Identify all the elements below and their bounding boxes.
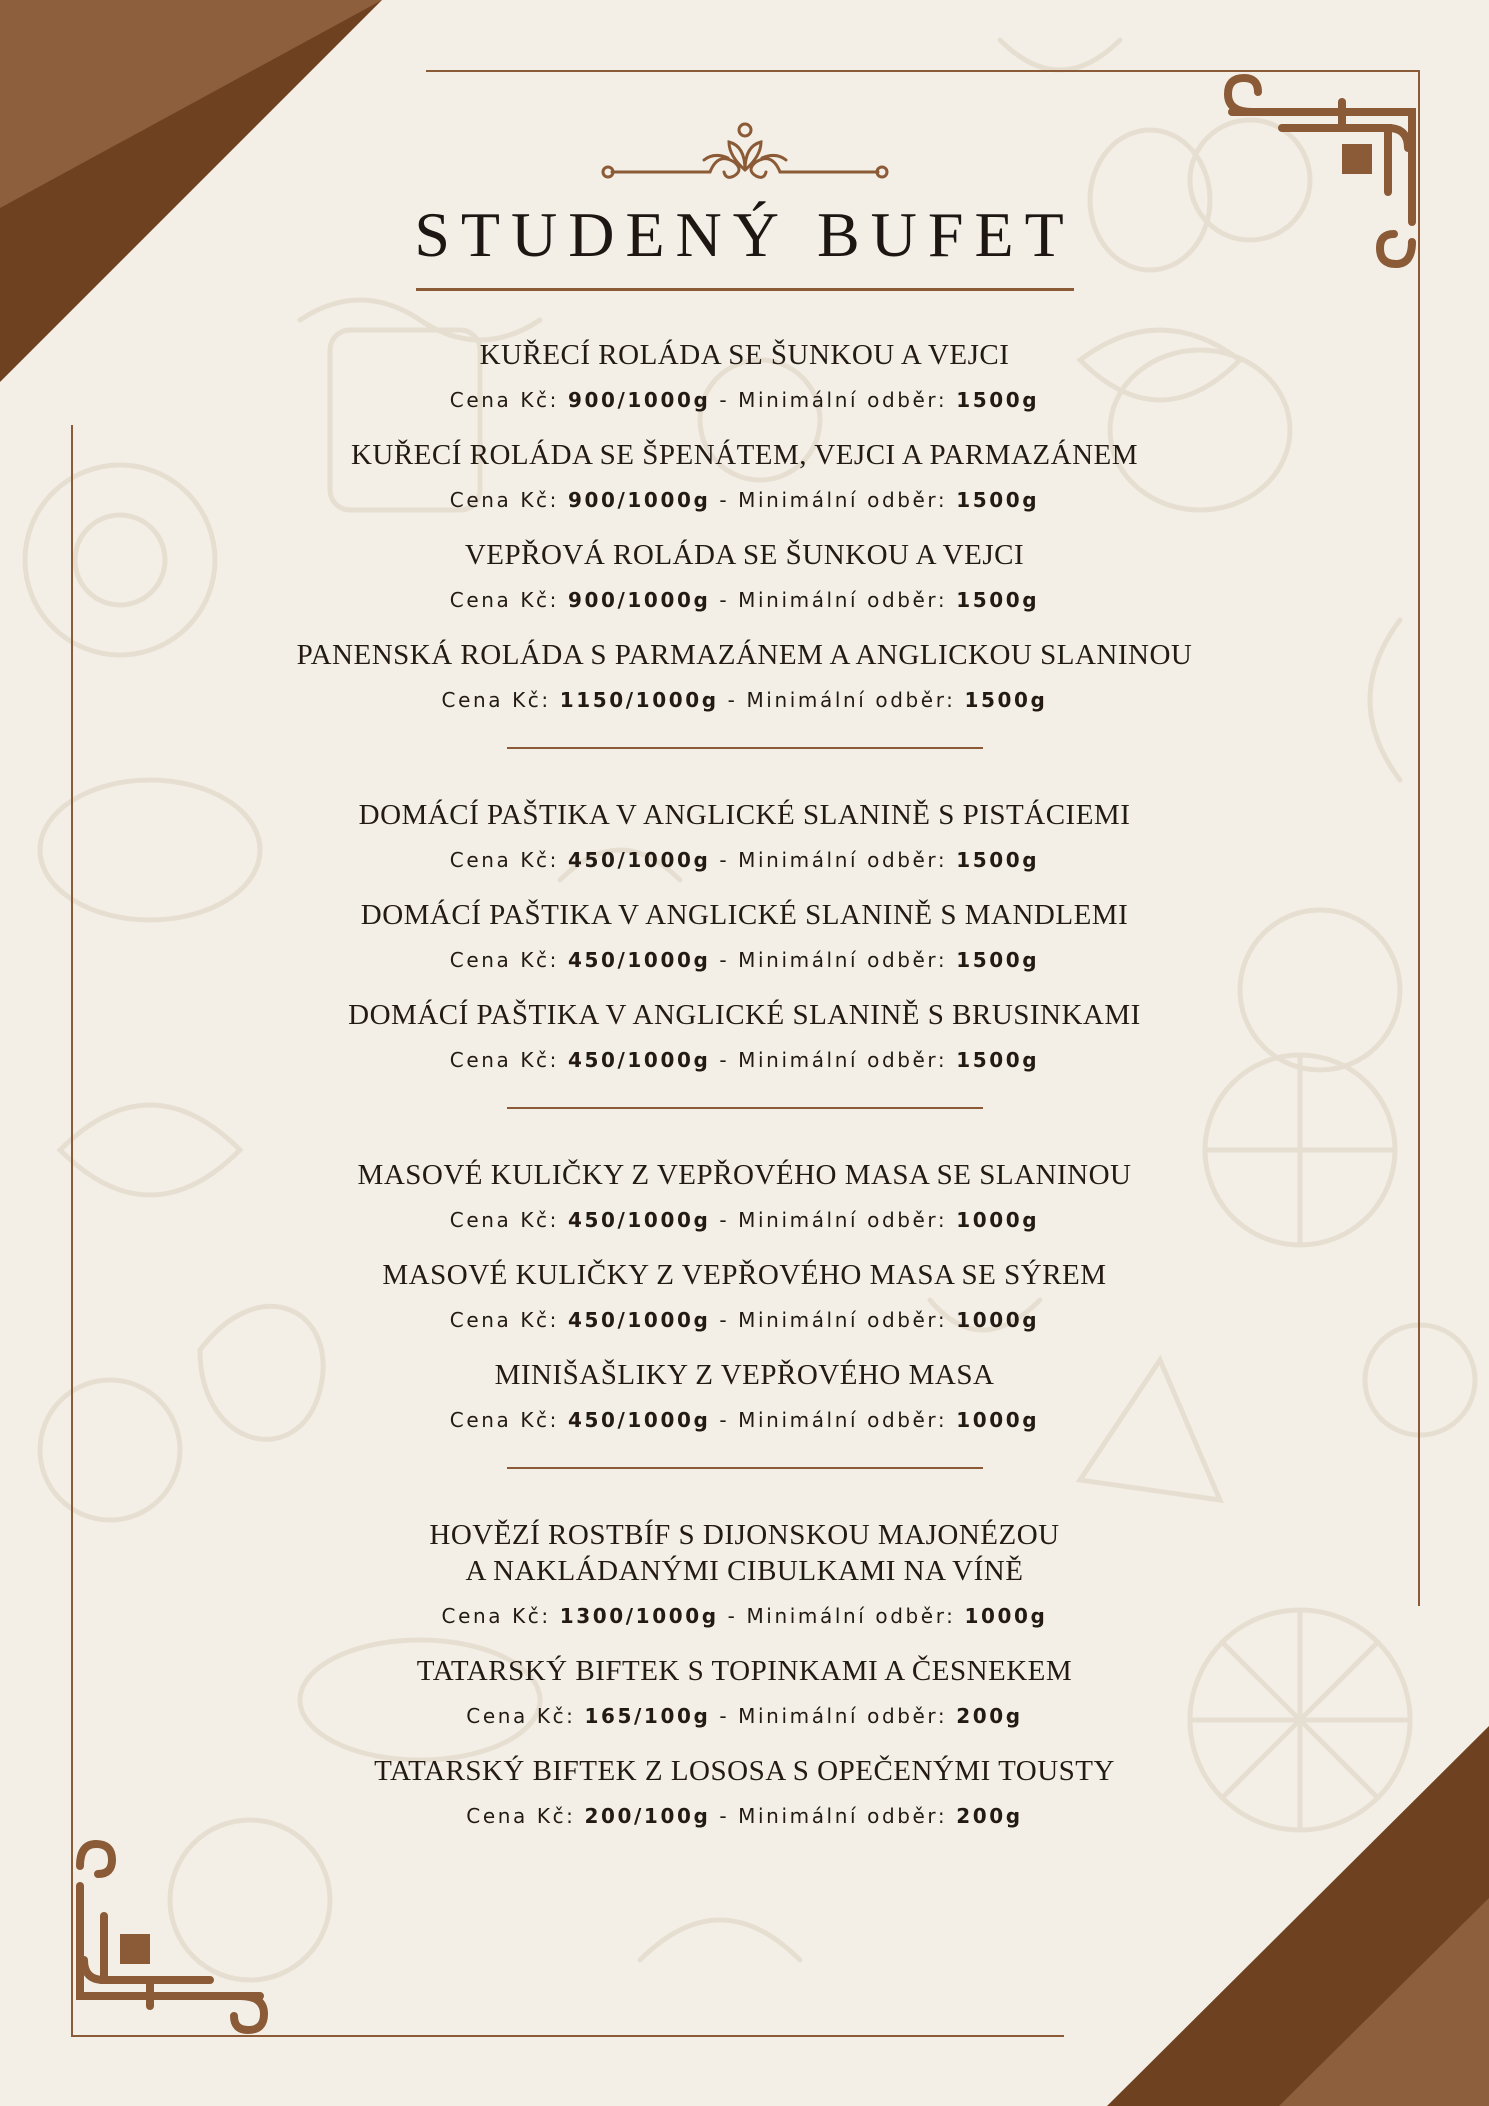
minimum-value: 200g bbox=[956, 1704, 1023, 1728]
minimum-label: Minimální odběr: bbox=[746, 688, 956, 712]
separator: - bbox=[719, 388, 730, 412]
price-label: Cena Kč: bbox=[441, 1604, 551, 1628]
item-price-line bbox=[0, 1307, 1489, 1333]
section-divider bbox=[507, 1107, 983, 1109]
menu-item bbox=[0, 637, 1489, 713]
menu-item bbox=[0, 897, 1489, 973]
minimum-value: 1000g bbox=[956, 1408, 1040, 1432]
menu-item bbox=[0, 1753, 1489, 1829]
menu-list bbox=[0, 337, 1489, 1829]
menu-item bbox=[0, 1357, 1489, 1433]
menu-section bbox=[0, 1157, 1489, 1433]
menu-item bbox=[0, 1517, 1489, 1629]
item-name: KUŘECÍ ROLÁDA SE ŠUNKOU A VEJCI bbox=[479, 339, 1010, 371]
bottom-left-ornament-icon bbox=[74, 1840, 270, 2036]
item-name: DOMÁCÍ PAŠTIKA V ANGLICKÉ SLANINĚ S PISTÁCIEMI bbox=[358, 799, 1131, 831]
separator: - bbox=[719, 588, 730, 612]
menu-item bbox=[0, 337, 1489, 413]
item-price-line bbox=[0, 1703, 1489, 1729]
item-price-line bbox=[0, 487, 1489, 513]
price-label: Cena Kč: bbox=[449, 948, 559, 972]
minimum-value: 1500g bbox=[956, 848, 1040, 872]
menu-item bbox=[0, 797, 1489, 873]
minimum-value: 1500g bbox=[956, 588, 1040, 612]
minimum-label: Minimální odběr: bbox=[738, 1048, 948, 1072]
minimum-value: 1500g bbox=[956, 488, 1040, 512]
separator: - bbox=[719, 1208, 730, 1232]
price-value: 450/1000g bbox=[567, 1208, 711, 1232]
price-label: Cena Kč: bbox=[449, 848, 559, 872]
separator: - bbox=[719, 1804, 730, 1828]
item-name: A NAKLÁDANÝMI CIBULKAMI NA VÍNĚ bbox=[465, 1555, 1024, 1587]
price-value: 1300/1000g bbox=[559, 1604, 719, 1628]
separator: - bbox=[727, 688, 738, 712]
menu-item bbox=[0, 997, 1489, 1073]
title-flourish-icon bbox=[600, 118, 890, 190]
minimum-value: 1000g bbox=[964, 1604, 1048, 1628]
minimum-value: 1000g bbox=[956, 1208, 1040, 1232]
price-value: 165/100g bbox=[584, 1704, 711, 1728]
price-label: Cena Kč: bbox=[449, 1048, 559, 1072]
menu-item bbox=[0, 437, 1489, 513]
item-price-line bbox=[0, 587, 1489, 613]
item-price-line bbox=[0, 947, 1489, 973]
item-name: TATARSKÝ BIFTEK Z LOSOSA S OPEČENÝMI TOUSTY bbox=[374, 1755, 1115, 1787]
price-value: 450/1000g bbox=[567, 1308, 711, 1332]
item-name: MINIŠAŠLIKY Z VEPŘOVÉHO MASA bbox=[494, 1359, 995, 1391]
price-label: Cena Kč: bbox=[449, 1308, 559, 1332]
separator: - bbox=[719, 1704, 730, 1728]
minimum-value: 1500g bbox=[956, 948, 1040, 972]
price-value: 450/1000g bbox=[567, 1408, 711, 1432]
menu-section bbox=[0, 1517, 1489, 1829]
item-price-line bbox=[0, 1803, 1489, 1829]
separator: - bbox=[727, 1604, 738, 1628]
minimum-value: 1500g bbox=[956, 388, 1040, 412]
menu-section bbox=[0, 797, 1489, 1073]
price-value: 900/1000g bbox=[567, 388, 711, 412]
price-value: 200/100g bbox=[584, 1804, 711, 1828]
item-price-line bbox=[0, 687, 1489, 713]
menu-section bbox=[0, 337, 1489, 713]
minimum-label: Minimální odběr: bbox=[738, 488, 948, 512]
item-price-line bbox=[0, 387, 1489, 413]
price-value: 900/1000g bbox=[567, 588, 711, 612]
minimum-label: Minimální odběr: bbox=[738, 848, 948, 872]
top-left-corner-decoration bbox=[0, 0, 382, 382]
separator: - bbox=[719, 948, 730, 972]
title-underline bbox=[416, 288, 1074, 291]
menu-item bbox=[0, 1257, 1489, 1333]
menu-item bbox=[0, 1653, 1489, 1729]
section-divider bbox=[507, 747, 983, 749]
item-name: VEPŘOVÁ ROLÁDA SE ŠUNKOU A VEJCI bbox=[464, 539, 1025, 571]
minimum-value: 1500g bbox=[956, 1048, 1040, 1072]
item-name: DOMÁCÍ PAŠTIKA V ANGLICKÉ SLANINĚ S BRUSINKAMI bbox=[348, 999, 1141, 1031]
minimum-label: Minimální odběr: bbox=[738, 588, 948, 612]
price-value: 1150/1000g bbox=[559, 688, 719, 712]
price-value: 450/1000g bbox=[567, 948, 711, 972]
price-value: 900/1000g bbox=[567, 488, 711, 512]
menu-item bbox=[0, 537, 1489, 613]
price-label: Cena Kč: bbox=[449, 488, 559, 512]
item-name: MASOVÉ KULIČKY Z VEPŘOVÉHO MASA SE SÝREM bbox=[382, 1259, 1107, 1291]
item-price-line bbox=[0, 1047, 1489, 1073]
item-price-line bbox=[0, 847, 1489, 873]
section-divider bbox=[507, 1467, 983, 1469]
price-value: 450/1000g bbox=[567, 848, 711, 872]
price-label: Cena Kč: bbox=[449, 1208, 559, 1232]
minimum-value: 1500g bbox=[964, 688, 1048, 712]
item-name: PANENSKÁ ROLÁDA S PARMAZÁNEM A ANGLICKOU SLANINOU bbox=[296, 639, 1193, 671]
price-label: Cena Kč: bbox=[466, 1704, 576, 1728]
minimum-label: Minimální odběr: bbox=[738, 1208, 948, 1232]
minimum-label: Minimální odběr: bbox=[738, 1308, 948, 1332]
price-label: Cena Kč: bbox=[441, 688, 551, 712]
minimum-label: Minimální odběr: bbox=[746, 1604, 956, 1628]
minimum-label: Minimální odběr: bbox=[738, 1408, 948, 1432]
minimum-label: Minimální odběr: bbox=[738, 1704, 948, 1728]
separator: - bbox=[719, 1048, 730, 1072]
menu-item bbox=[0, 1157, 1489, 1233]
item-price-line bbox=[0, 1603, 1489, 1629]
separator: - bbox=[719, 1408, 730, 1432]
item-price-line bbox=[0, 1407, 1489, 1433]
price-label: Cena Kč: bbox=[449, 388, 559, 412]
price-value: 450/1000g bbox=[567, 1048, 711, 1072]
page-title: STUDENÝ BUFET bbox=[414, 199, 1075, 270]
item-name: HOVĚZÍ ROSTBÍF S DIJONSKOU MAJONÉZOU bbox=[429, 1519, 1060, 1551]
separator: - bbox=[719, 488, 730, 512]
minimum-label: Minimální odběr: bbox=[738, 948, 948, 972]
minimum-value: 200g bbox=[956, 1804, 1023, 1828]
item-name: DOMÁCÍ PAŠTIKA V ANGLICKÉ SLANINĚ S MANDLEMI bbox=[360, 899, 1129, 931]
item-name: TATARSKÝ BIFTEK S TOPINKAMI A ČESNEKEM bbox=[416, 1655, 1073, 1687]
minimum-value: 1000g bbox=[956, 1308, 1040, 1332]
item-price-line bbox=[0, 1207, 1489, 1233]
price-label: Cena Kč: bbox=[449, 588, 559, 612]
item-name: MASOVÉ KULIČKY Z VEPŘOVÉHO MASA SE SLANINOU bbox=[357, 1159, 1132, 1191]
minimum-label: Minimální odběr: bbox=[738, 388, 948, 412]
minimum-label: Minimální odběr: bbox=[738, 1804, 948, 1828]
separator: - bbox=[719, 1308, 730, 1332]
separator: - bbox=[719, 848, 730, 872]
price-label: Cena Kč: bbox=[466, 1804, 576, 1828]
price-label: Cena Kč: bbox=[449, 1408, 559, 1432]
item-name: KUŘECÍ ROLÁDA SE ŠPENÁTEM, VEJCI A PARMAZÁNEM bbox=[350, 439, 1139, 471]
